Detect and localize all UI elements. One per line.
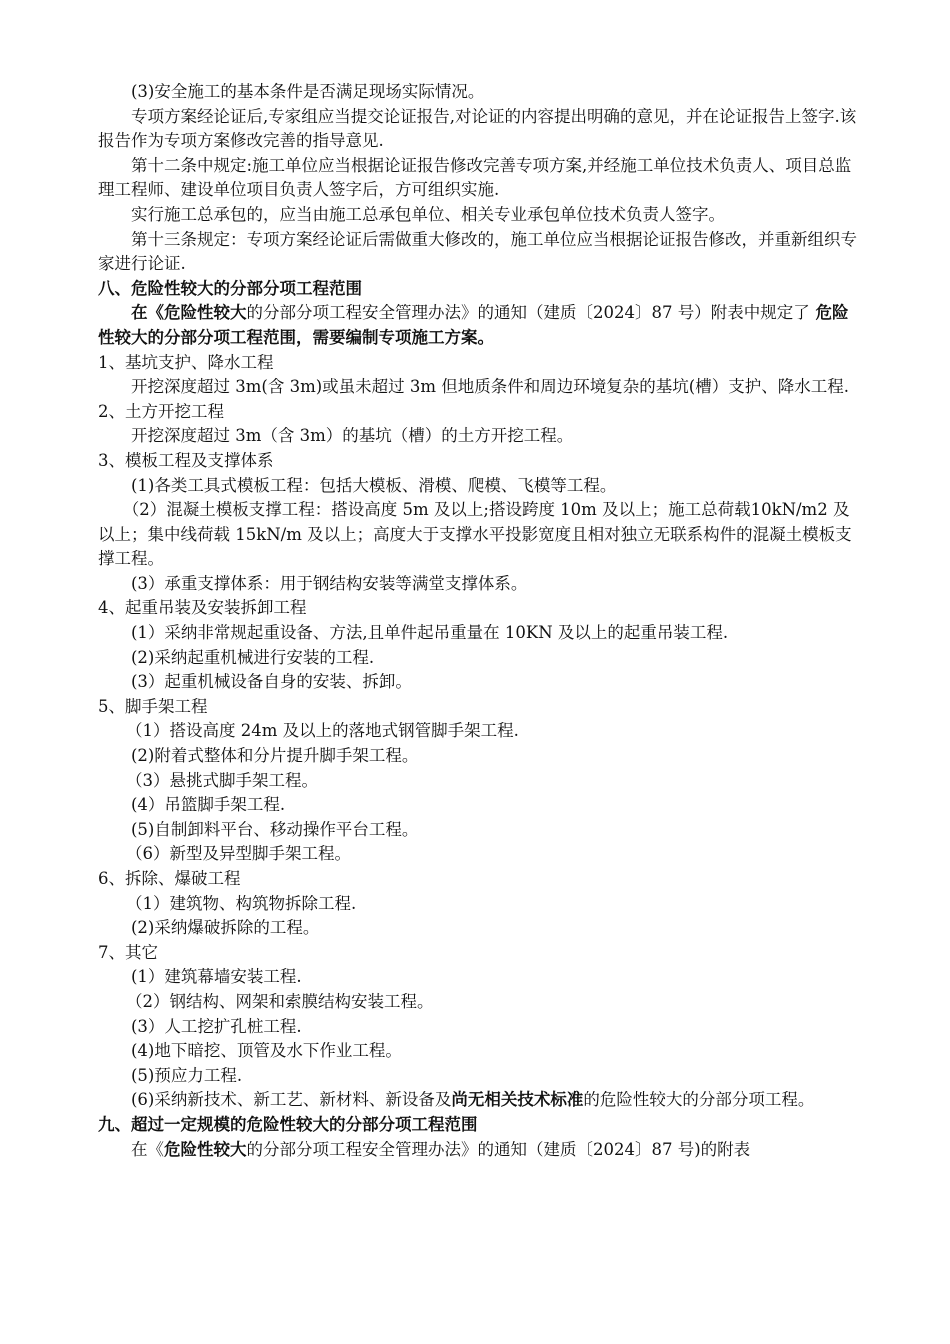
category-title: 4、起重吊装及安装拆卸工程 bbox=[98, 598, 307, 618]
section-intro bbox=[98, 301, 858, 350]
list-item: (5)自制卸料平台、移动操作平台工程。 bbox=[131, 819, 419, 839]
list-item bbox=[98, 1088, 858, 1113]
category-title: 6、拆除、爆破工程 bbox=[98, 869, 241, 888]
list-item: (4)地下暗挖、顶管及水下作业工程。 bbox=[131, 1041, 402, 1061]
bold-text: 在《危险性较大 bbox=[131, 303, 247, 323]
section-intro bbox=[98, 1138, 858, 1163]
bold-text: 危险性较大的分部分项工程范围，需要编制专项施工方案。 bbox=[98, 303, 849, 347]
item-text: 的危险性较大的分部分项工程。 bbox=[583, 1090, 815, 1110]
category-title: 1、基坑支护、降水工程 bbox=[98, 352, 274, 372]
list-item: （2）混凝土模板支撑工程：搭设高度 5m 及以上;搭设跨度 10m 及以上；施工总荷载10kN/m2 及以上；集中线荷载 15kN/m 及以上；高度大于支撑水平投影宽度且相对独立无联系构件的混凝土模板支撑工程。 bbox=[98, 500, 852, 569]
document-page bbox=[98, 80, 858, 1162]
section-heading: 九、超过一定规模的危险性较大的分部分项工程范围 bbox=[98, 1114, 478, 1134]
paragraph: 专项方案经论证后,专家组应当提交论证报告,对论证的内容提出明确的意见，并在论证报告上签字.该报告作为专项方案修改完善的指导意见. bbox=[98, 106, 857, 151]
category-title: 2、土方开挖工程 bbox=[98, 401, 224, 421]
paragraph: 实行施工总承包的，应当由施工总承包单位、相关专业承包单位技术负责人签字。 bbox=[131, 204, 725, 224]
category-text: 开挖深度超过 3m（含 3m）的基坑（槽）的土方开挖工程。 bbox=[131, 426, 574, 446]
intro-text: 的分部分项工程安全管理办法》的通知（建质〔2024〕87 号）附表中规定了 bbox=[246, 303, 810, 323]
list-item: (3）人工挖扩孔桩工程. bbox=[131, 1016, 302, 1036]
category-title: 5、脚手架工程 bbox=[98, 696, 208, 716]
intro-text: 在《 bbox=[131, 1139, 164, 1159]
list-item: (3）承重支撑体系：用于钢结构安装等满堂支撑体系。 bbox=[131, 573, 528, 593]
list-item: （3）悬挑式脚手架工程。 bbox=[126, 770, 319, 790]
bold-text: 尚无相关技术标准 bbox=[451, 1090, 584, 1110]
paragraph: (3)安全施工的基本条件是否满足现场实际情况。 bbox=[131, 82, 485, 101]
bold-text: 危险性较大 bbox=[164, 1139, 247, 1159]
list-item: (1)各类工具式模板工程：包括大模板、滑模、爬模、飞模等工程。 bbox=[131, 475, 617, 495]
list-item: (2)采纳起重机械进行安装的工程. bbox=[131, 647, 375, 667]
category-text: 开挖深度超过 3m(含 3m)或虽未超过 3m 但地质条件和周边环境复杂的基坑(槽）支护、降水工程. bbox=[131, 377, 849, 397]
paragraph: 第十三条规定：专项方案经论证后需做重大修改的，施工单位应当根据论证报告修改，并重新组织专家进行论证. bbox=[98, 229, 857, 274]
list-item: (4）吊篮脚手架工程. bbox=[131, 795, 286, 815]
list-item: （1）建筑物、构筑物拆除工程. bbox=[126, 893, 357, 913]
list-item: （1）搭设高度 24m 及以上的落地式钢管脚手架工程. bbox=[126, 721, 519, 741]
category-title: 3、模板工程及支撑体系 bbox=[98, 450, 274, 470]
paragraph: 第十二条中规定:施工单位应当根据论证报告修改完善专项方案,并经施工单位技术负责人、项目总监理工程师、建设单位项目负责人签字后，方可组织实施. bbox=[98, 155, 852, 200]
list-item: (1）建筑幕墙安装工程. bbox=[131, 967, 302, 987]
list-item: （2）钢结构、网架和索膜结构安装工程。 bbox=[126, 991, 434, 1011]
list-item: (3）起重机械设备自身的安装、拆卸。 bbox=[131, 672, 412, 692]
category-title: 7、其它 bbox=[98, 942, 158, 962]
item-text: (6)采纳新技术、新工艺、新材料、新设备及 bbox=[131, 1090, 452, 1110]
list-item: (2)采纳爆破拆除的工程。 bbox=[131, 918, 320, 938]
list-item: (2)附着式整体和分片提升脚手架工程。 bbox=[131, 746, 419, 766]
list-item: (5)预应力工程. bbox=[131, 1065, 243, 1085]
intro-text: 的分部分项工程安全管理办法》的通知（建质〔2024〕87 号)的附表 bbox=[246, 1139, 751, 1159]
list-item: (1）采纳非常规起重设备、方法,且单件起吊重量在 10KN 及以上的起重吊装工程. bbox=[131, 623, 729, 643]
list-item: （6）新型及异型脚手架工程。 bbox=[126, 844, 352, 864]
section-heading: 八、危险性较大的分部分项工程范围 bbox=[98, 278, 362, 298]
